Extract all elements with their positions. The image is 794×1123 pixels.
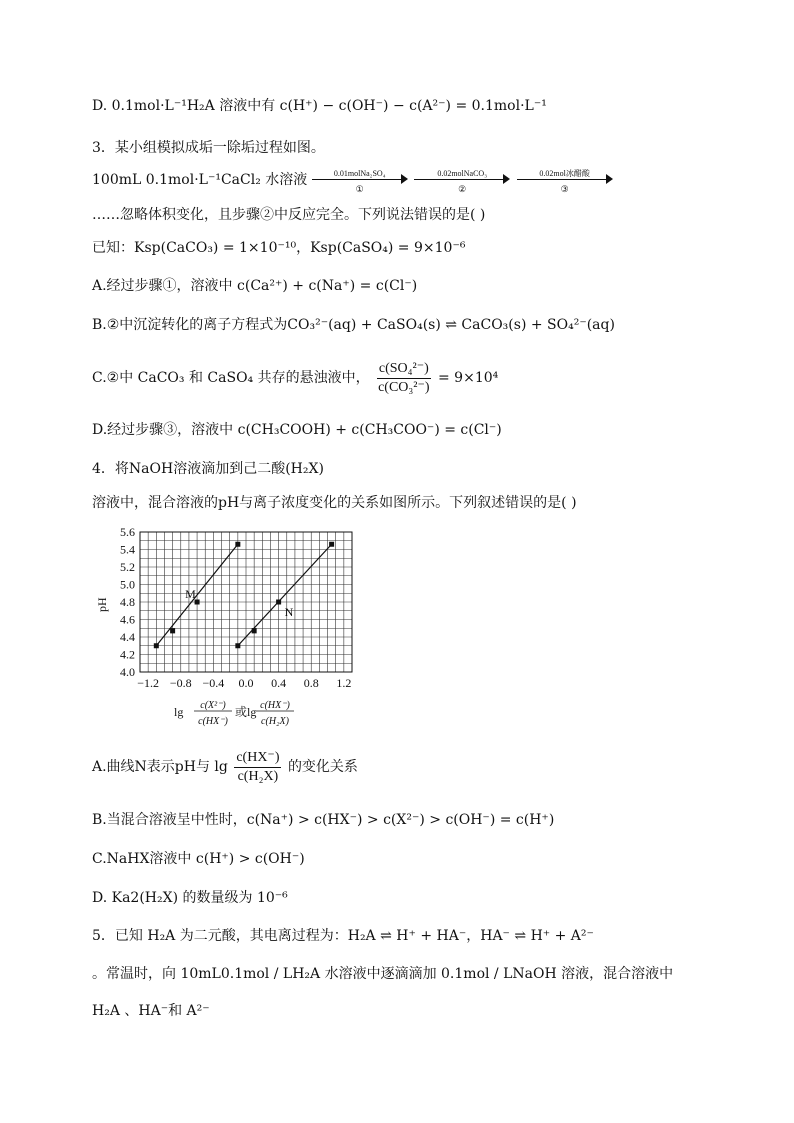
q3-c-fraction: $\frac{\text{c(SO₄²⁻)}}{\text{c(CO₃²⁻)}}$ [378, 360, 430, 395]
svg-text:lg: lg [174, 705, 184, 719]
q4-stem: 4．将NaOH溶液滴加到己二酸(H₂X) [92, 461, 324, 477]
svg-text:或lg: 或lg [235, 705, 257, 719]
x-tick-label: 0.8 [303, 676, 319, 690]
y-axis-label: pH [95, 597, 109, 612]
y-tick-label: 4.4 [120, 630, 135, 644]
q4-option-d: D. Ka2(H₂X) 的数量级为 10⁻⁶ [92, 890, 288, 906]
q4-option-b: B.当混合溶液呈中性时，c(Na⁺) > c(HX⁻) > c(X²⁻) > c(OH⁻) = c(H⁺) [92, 812, 555, 828]
ph-chart [92, 524, 372, 736]
q3-flow-start: 100mL 0.1mol·L⁻¹CaCl₂ 水溶液 [92, 172, 308, 188]
data-point-N [235, 643, 240, 648]
x-tick-label: 0.0 [238, 676, 254, 690]
y-tick-label: 4.8 [120, 595, 135, 609]
q4-option-c: C.NaHX溶液中 c(H⁺) > c(OH⁻) [92, 851, 305, 867]
y-tick-label: 5.0 [120, 577, 135, 592]
y-tick-label: 5.4 [120, 542, 135, 557]
svg-text:c(HX⁻): c(HX⁻) [198, 716, 228, 727]
y-tick-label: 5.6 [120, 525, 135, 539]
prev-option-d: D. 0.1mol·L⁻¹H₂A 溶液中有 c(H⁺) − c(OH⁻) − c(A²⁻) = 0.1mol·L⁻¹ [92, 98, 547, 114]
y-tick-label: 5.2 [120, 560, 135, 574]
q3-known: 已知：Ksp(CaCO₃) = 1×10⁻¹⁰，Ksp(CaSO₄) = 9×10⁻⁶ [92, 240, 466, 256]
q3-option-d: D.经过步骤③，溶液中 c(CH₃COOH) + c(CH₃COO⁻) = c(Cl⁻) [92, 422, 502, 438]
x-tick-label: 1.2 [336, 676, 352, 690]
q4-option-a: A.曲线N表示pH与 lg $\frac{c(HX^-)}{\text{c(H₂X)}}$ 的变化关系 [92, 749, 358, 784]
q3-option-b: B.②中沉淀转化的离子方程式为CO₃²⁻(aq) + CaSO₄(s) ⇌ CaCO₃(s) + SO₄²⁻(aq) [92, 317, 615, 333]
q5-stem: 5．已知 H₂A 为二元酸，其电离过程为：H₂A ⇌ H⁺ + HA⁻，HA⁻ ⇌ H⁺ + A²⁻ [92, 928, 594, 944]
q5-continuation: 。常温时，向 10mL0.1mol / LH₂A 水溶液中逐滴滴加 0.1mol / LNaOH 溶液，混合溶液中 [92, 966, 674, 982]
svg-text:c(H₂X): c(H₂X) [261, 716, 289, 727]
svg-text:c(HX⁻): c(HX⁻) [260, 700, 290, 711]
q3-arrow-3: 0.02mol冰醋酸 ③ [517, 170, 613, 190]
svg-text:c(X²⁻): c(X²⁻) [200, 700, 226, 711]
q3-continuation: ……忽略体积变化，且步骤②中反应完全。下列说法错误的是( ) [92, 207, 486, 223]
q3-arrow-2: 0.02molNaCO₃ ② [414, 170, 510, 190]
q3-flow [92, 169, 615, 195]
data-point-M [235, 542, 240, 547]
q3-stem: 3．某小组模拟成垢一除垢过程如图。 [92, 140, 325, 156]
q5-continuation-2: H₂A 、HA⁻和 A²⁻ [92, 1003, 210, 1019]
q4-stem-2: 溶液中，混合溶液的pH与离子浓度变化的关系如图所示。下列叙述错误的是( ) [92, 495, 577, 511]
data-point-N [252, 628, 257, 633]
data-point-M [154, 643, 159, 648]
y-tick-label: 4.2 [120, 647, 135, 662]
x-tick-label: −1.2 [137, 676, 160, 690]
x-tick-label: −0.4 [202, 676, 225, 690]
y-tick-label: 4.6 [120, 612, 135, 627]
x-axis-label [174, 700, 294, 727]
chart-grid [140, 532, 352, 672]
q3-option-c: C.②中 CaCO₃ 和 CaSO₄ 共存的悬浊液中， $\frac{\text{c(SO₄²⁻)}}{\text{c(CO₃²⁻)}}$ = 9×10⁴ [92, 360, 499, 395]
series-label-N: N [284, 605, 294, 619]
q3-arrow-1: 0.01molNa₂SO₄ ① [312, 170, 408, 190]
x-tick-label: −0.8 [169, 676, 192, 690]
data-point-M [170, 628, 175, 633]
q3-option-a: A.经过步骤①，溶液中 c(Ca²⁺) + c(Na⁺) = c(Cl⁻) [92, 278, 418, 294]
q4-a-fraction: $\frac{c(HX^-)}{\text{c(H₂X)}}$ [236, 749, 280, 784]
series-label-M: M [185, 587, 196, 601]
x-tick-label: 0.4 [271, 676, 287, 690]
y-tick-label: 4.0 [120, 665, 135, 679]
data-point-N [276, 600, 281, 605]
data-point-N [329, 542, 334, 547]
